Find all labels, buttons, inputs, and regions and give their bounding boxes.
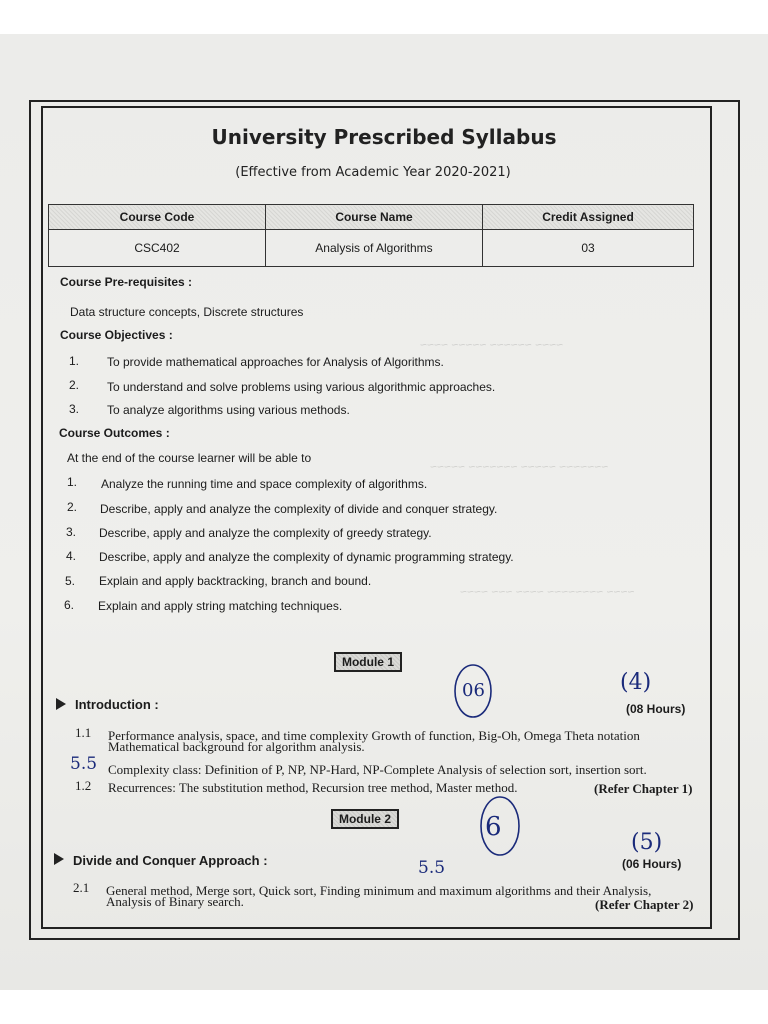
- page-title: University Prescribed Syllabus: [211, 125, 557, 149]
- outcome-item: Describe, apply and analyze the complexity of divide and conquer strategy.: [100, 502, 498, 516]
- scan-bottom-margin: [0, 990, 768, 1024]
- table-header-row: [49, 205, 694, 230]
- module-1-label: Module 1: [334, 652, 402, 672]
- table-header-cell: Course Name: [266, 205, 483, 230]
- bleed-through-text: ~~~~ ~~~~~~ ~~~~~ ~~~~: [420, 338, 564, 352]
- outcome-item: Describe, apply and analyze the complexity of greedy strategy.: [99, 526, 432, 540]
- prerequisites-heading: Course Pre-requisites :: [60, 275, 193, 289]
- table-header-cell: Course Code: [49, 205, 266, 230]
- table-cell-course-name: Analysis of Algorithms: [266, 230, 483, 267]
- module-item: Recurrences: The substitution method, Recursion tree method, Master method.: [108, 780, 518, 795]
- module-item: General method, Merge sort, Quick sort, Finding minimum and maximum algorithms and their Analysis,: [106, 883, 652, 898]
- triangle-bullet-icon: [56, 698, 66, 710]
- table-cell-course-code: CSC402: [49, 230, 266, 267]
- module-2-hours: (06 Hours): [622, 857, 682, 871]
- table-header-cell: Credit Assigned: [483, 205, 694, 230]
- list-number: 6.: [64, 598, 75, 612]
- module-2-label: Module 2: [331, 809, 399, 829]
- module-item: Mathematical background for algorithm analysis.: [108, 739, 365, 754]
- handwritten-note: (5): [631, 830, 663, 855]
- module-item: Performance analysis, space, and time complexity Growth of function, Big-Oh, Omega Theta notation: [108, 728, 640, 743]
- objective-item: To provide mathematical approaches for Analysis of Algorithms.: [107, 355, 444, 369]
- handwritten-note: 5.5: [70, 754, 98, 774]
- objective-item: To understand and solve problems using various algorithmic approaches.: [107, 380, 496, 394]
- list-number: 2.: [67, 500, 78, 514]
- objectives-heading: Course Objectives :: [60, 328, 173, 342]
- module-item: Analysis of Binary search.: [106, 894, 244, 909]
- module-2-topic: Divide and Conquer Approach :: [73, 853, 268, 868]
- table-cell-credit: 03: [483, 230, 694, 267]
- triangle-bullet-icon: [54, 853, 64, 865]
- list-number: 5.: [65, 574, 76, 588]
- module-1-refer: (Refer Chapter 1): [594, 781, 693, 796]
- prerequisites-text: Data structure concepts, Discrete structures: [70, 305, 304, 319]
- outcomes-intro: At the end of the course learner will be able to: [67, 451, 312, 465]
- list-number: 1.: [67, 475, 78, 489]
- outcome-item: Analyze the running time and space complexity of algorithms.: [101, 477, 428, 491]
- bleed-through-text: ~~~~ ~~~~~~~~ ~~~~ ~~~ ~~~~: [460, 585, 635, 599]
- handwritten-note: 5.5: [418, 858, 446, 878]
- module-item: Complexity class: Definition of P, NP, NP-Hard, NP-Complete Analysis of selection sort, insertion sort.: [108, 762, 647, 777]
- page-subtitle: (Effective from Academic Year 2020-2021): [235, 165, 511, 180]
- item-number: 1.2: [75, 778, 92, 793]
- handwritten-note: 6: [485, 812, 502, 842]
- outcomes-heading: Course Outcomes :: [59, 426, 170, 440]
- bleed-through-text: ~~~~~~~ ~~~~~ ~~~~~~~ ~~~~~: [430, 460, 609, 474]
- module-1-topic: Introduction :: [75, 697, 159, 712]
- outcome-item: Explain and apply string matching techniques.: [98, 599, 343, 613]
- outcome-item: Describe, apply and analyze the complexity of dynamic programming strategy.: [99, 550, 514, 564]
- table-row: [49, 230, 694, 267]
- handwritten-note: (4): [620, 670, 652, 695]
- item-number: 2.1: [73, 880, 90, 895]
- list-number: 2.: [69, 378, 80, 392]
- course-info-table: [48, 204, 694, 267]
- handwritten-note: 06: [462, 680, 485, 701]
- outcome-item: Explain and apply backtracking, branch and bound.: [99, 574, 372, 588]
- list-number: 3.: [66, 525, 77, 539]
- list-number: 4.: [66, 549, 77, 563]
- module-2-refer: (Refer Chapter 2): [595, 897, 694, 912]
- scan-top-margin: [0, 0, 768, 34]
- list-number: 3.: [69, 402, 80, 416]
- module-1-hours: (08 Hours): [626, 702, 686, 716]
- list-number: 1.: [69, 354, 80, 368]
- item-number: 1.1: [75, 725, 92, 740]
- objective-item: To analyze algorithms using various methods.: [107, 403, 350, 417]
